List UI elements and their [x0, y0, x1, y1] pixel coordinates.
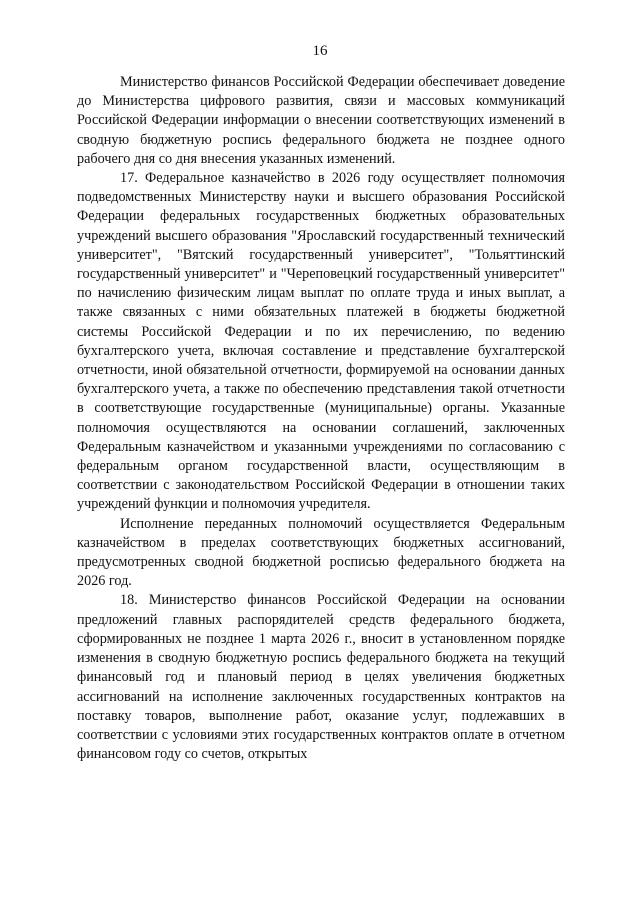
- paragraph-execution-of-powers: Исполнение переданных полномочий осуществляется Федеральным казначейством в пределах соответствующих бюджетных ассигнований, предусмотренных сводной бюджетной росписью федерального бюджета на 2026 год.: [77, 515, 565, 590]
- document-body: [77, 73, 565, 764]
- paragraph-item-18: 18. Министерство финансов Российской Федерации на основании предложений главных распорядителей средств федерального бюджета, сформированных не позднее 1 марта 2026 г., вносит в установленном порядке изменения в сводную бюджетную роспись федерального бюджета на текущий финансовый год и плановый период в целях увеличения бюджетных ассигнований на исполнение заключенных государственных контрактов на поставку товаров, выполнение работ, оказание услуг, подлежавших в соответствии с условиями этих государственных контрактов оплате в отчетном финансовом году со счетов, открытых: [77, 592, 565, 763]
- paragraph-item-17: 17. Федеральное казначейство в 2026 году осуществляет полномочия подведомственных Министерству науки и высшего образования Российской Федерации федеральных государственных бюджетных образовательных учреждений высшего образования "Ярославский государственный технический университет", "Вятский государственный университет", "Тольяттинский государственный университет" и "Череповецкий государственный университет" по начислению физическим лицам выплат по оплате труда и иных выплат, а также связанных с ними обязательных платежей в бюджеты бюджетной системы Российской Федерации и по их перечислению, по ведению бухгалтерского учета, включая составление и представление бухгалтерской отчетности, иной обязательной отчетности, формируемой на основании данных бухгалтерского учета, а также по обеспечению представления такой отчетности в соответствующие государственные (муниципальные) органы. Указанные полномочия осуществляются на основании соглашений, заключенных Федеральным казначейством и указанными учреждениями по согласованию с федеральным органом государственной власти, осуществляющим в соответствии с законодательством Российской Федерации в отношении таких учреждений функции и полномочия учредителя.: [77, 170, 565, 513]
- paragraph-ministry-notification: Министерство финансов Российской Федерации обеспечивает доведение до Министерства цифрового развития, связи и массовых коммуникаций Российской Федерации информации о внесении соответствующих изменений в сводную бюджетную роспись федерального бюджета не позднее одного рабочего дня со дня внесения указанных изменений.: [77, 74, 565, 167]
- page-number: 16: [312, 43, 328, 59]
